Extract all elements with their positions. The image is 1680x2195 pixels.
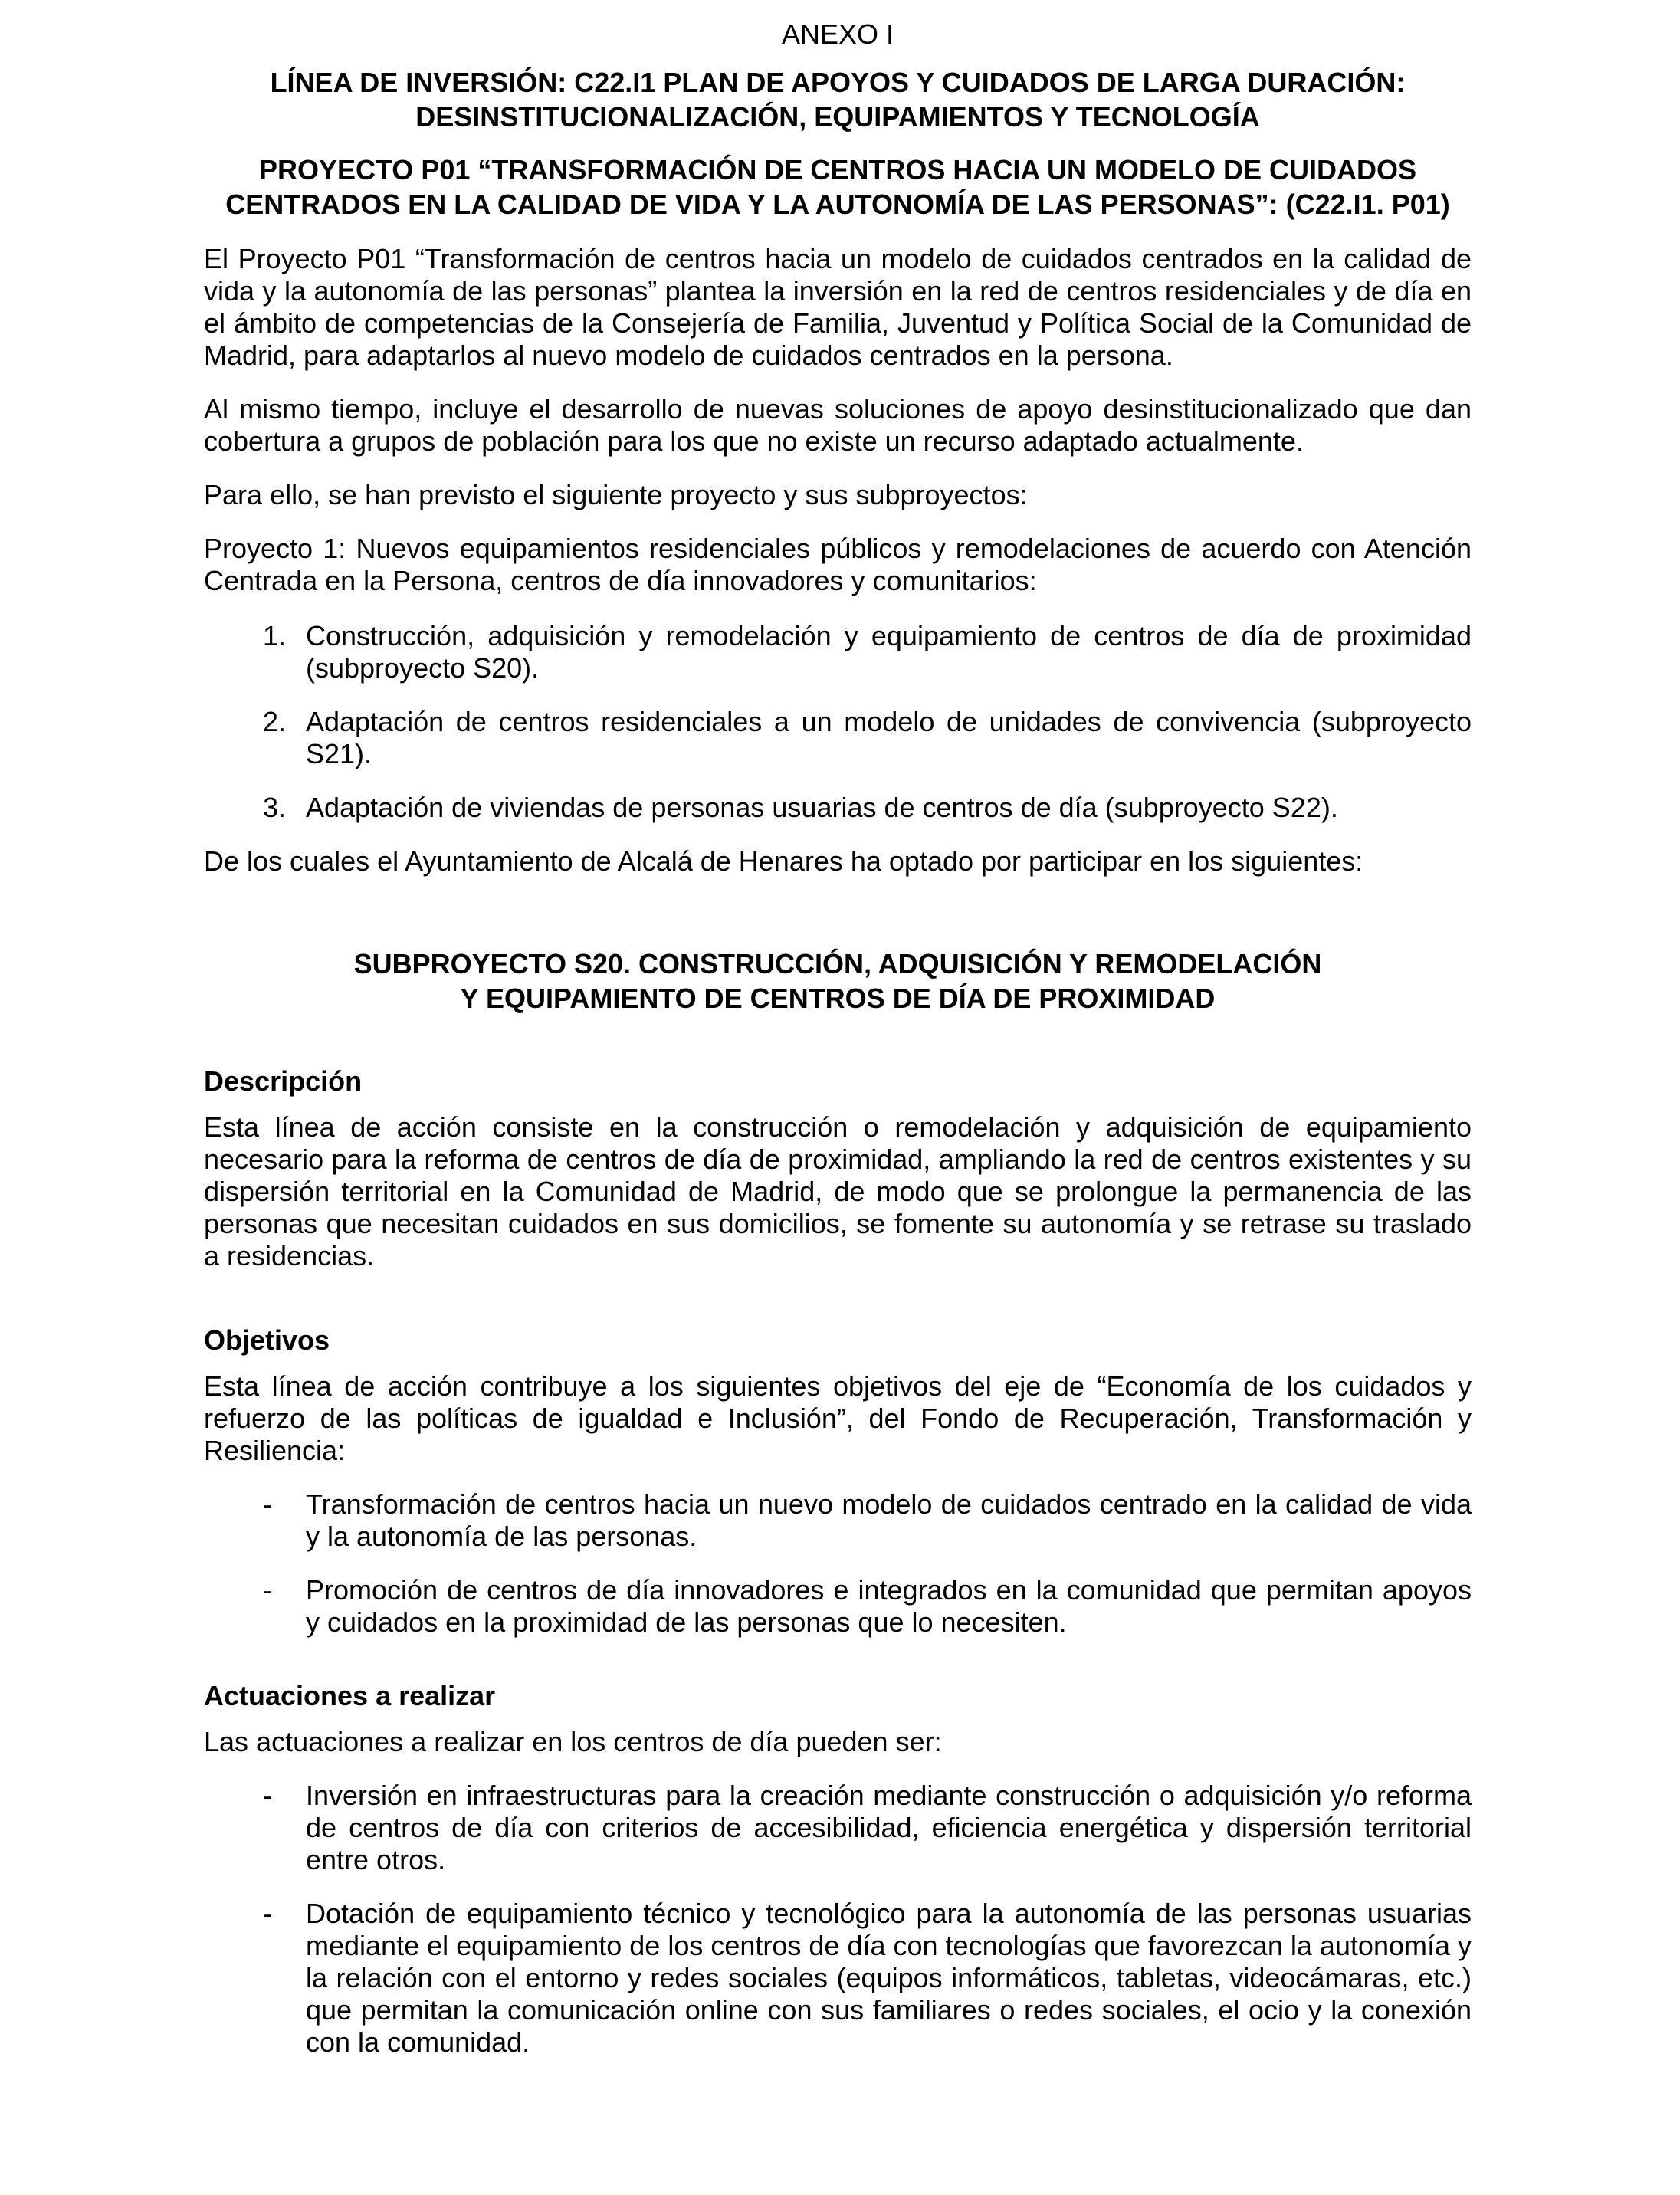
actuaciones-bullet-1 (204, 1780, 1472, 1876)
objetivos-bullet-2 (204, 1574, 1472, 1639)
paragraph-participation: De los cuales el Ayuntamiento de Alcalá de Henares ha optado por participar en los siguientes: (204, 845, 1363, 877)
numbered-item-3 (204, 792, 1472, 824)
bullet-dash: - (263, 1780, 272, 1811)
paragraph-actuaciones-intro: Las actuaciones a realizar en los centros de día pueden ser: (204, 1726, 942, 1757)
annex-title: ANEXO I (781, 18, 894, 50)
bullet-dash: - (263, 1898, 272, 1929)
paragraph-intro-2: Al mismo tiempo, incluye el desarrollo de nuevas soluciones de apoyo desinstitucionalizado que dan cobertura a grupos de población para los que no existe un recurso adaptado actualmente. (204, 393, 1472, 457)
section-heading-descripcion: Descripción (204, 1065, 363, 1097)
project-heading-line2: CENTRADOS EN LA CALIDAD DE VIDA Y LA AUTONOMÍA DE LAS PERSONAS”: (C22.I1. P01) (225, 189, 1450, 220)
project-heading-line1: PROYECTO P01 “TRANSFORMACIÓN DE CENTROS HACIA UN MODELO DE CUIDADOS (258, 154, 1417, 185)
paragraph-intro-3: Para ello, se han previsto el siguiente proyecto y sus subproyectos: (204, 479, 1028, 510)
list-item-text: Inversión en infraestructuras para la creación mediante construcción o adquisición y/o reforma de centros de día con criterios de accesibilidad, eficiencia energética y dispersión territorial entre otros. (306, 1780, 1472, 1875)
list-marker: 2. (263, 706, 287, 737)
subproject-heading-line2: Y EQUIPAMIENTO DE CENTROS DE DÍA DE PROXIMIDAD (460, 983, 1216, 1014)
actuaciones-bullet-2 (204, 1898, 1472, 2059)
section-heading-objetivos: Objetivos (204, 1324, 330, 1356)
list-item-text: Dotación de equipamiento técnico y tecnológico para la autonomía de las personas usuarias mediante el equipamiento de los centros de día con tecnologías que favorezcan la autonomía y la relación con el entorno y redes sociales (equipos informáticos, tabletas, videocámaras, etc.) que permitan la comunicación online con sus familiares o redes sociales, el ocio y la conexión con la comunidad. (306, 1898, 1472, 2058)
bullet-list-objetivos (204, 1488, 1472, 1639)
list-item-text: Adaptación de viviendas de personas usuarias de centros de día (subproyecto S22). (306, 792, 1338, 823)
objetivos-bullet-1 (204, 1488, 1472, 1553)
numbered-item-1 (204, 620, 1472, 684)
bullet-dash: - (263, 1488, 272, 1520)
project-heading (204, 153, 1472, 221)
bullet-dash: - (263, 1574, 272, 1606)
list-item-text: Transformación de centros hacia un nuevo modelo de cuidados centrado en la calidad de vida y la autonomía de las personas. (306, 1488, 1472, 1552)
numbered-item-2 (204, 706, 1472, 770)
investment-line-heading (204, 65, 1472, 134)
list-item-text: Promoción de centros de día innovadores e integrados en la comunidad que permitan apoyos y cuidados en la proximidad de las personas que lo necesiten. (306, 1574, 1472, 1638)
paragraph-intro-1: El Proyecto P01 “Transformación de centros hacia un modelo de cuidados centrados en la calidad de vida y la autonomía de las personas” plantea la inversión en la red de centros residenciales y de día en el ámbito de competencias de la Consejería de Familia, Juventud y Política Social de la Comunidad de Madrid, para adaptarlos al nuevo modelo de cuidados centrados en la persona. (204, 243, 1472, 371)
subproject-heading (204, 947, 1472, 1015)
list-item-text: Construcción, adquisición y remodelación y equipamiento de centros de día de proximidad (subproyecto S20). (306, 620, 1472, 684)
paragraph-descripcion: Esta línea de acción consiste en la construcción o remodelación y adquisición de equipamiento necesario para la reforma de centros de día de proximidad, ampliando la red de centros existentes y su dispersión territorial en la Comunidad de Madrid, de modo que se prolongue la permanencia de las personas que necesitan cuidados en sus domicilios, se fomente su autonomía y se retrase su traslado a residencias. (204, 1111, 1472, 1271)
paragraph-objetivos: Esta línea de acción contribuye a los siguientes objetivos del eje de “Economía de los cuidados y refuerzo de las políticas de igualdad e Inclusión”, del Fondo de Recuperación, Transformación y Resiliencia: (204, 1370, 1472, 1466)
paragraph-project1: Proyecto 1: Nuevos equipamientos residenciales públicos y remodelaciones de acuerdo con Atención Centrada en la Persona, centros de día innovadores y comunitarios: (204, 533, 1472, 596)
list-marker: 3. (263, 792, 287, 823)
bullet-list-actuaciones (204, 1780, 1472, 2059)
list-marker: 1. (263, 620, 287, 651)
investment-line-heading-line2: DESINSTITUCIONALIZACIÓN, EQUIPAMIENTOS Y TECNOLOGÍA (415, 101, 1260, 133)
investment-line-heading-line1: LÍNEA DE INVERSIÓN: C22.I1 PLAN DE APOYOS Y CUIDADOS DE LARGA DURACIÓN: (270, 67, 1406, 98)
list-item-text: Adaptación de centros residenciales a un modelo de unidades de convivencia (subproyecto S21). (306, 706, 1472, 769)
subproject-heading-line1: SUBPROYECTO S20. CONSTRUCCIÓN, ADQUISICIÓN Y REMODELACIÓN (353, 948, 1322, 979)
section-heading-actuaciones: Actuaciones a realizar (204, 1680, 496, 1711)
numbered-list (204, 620, 1472, 824)
